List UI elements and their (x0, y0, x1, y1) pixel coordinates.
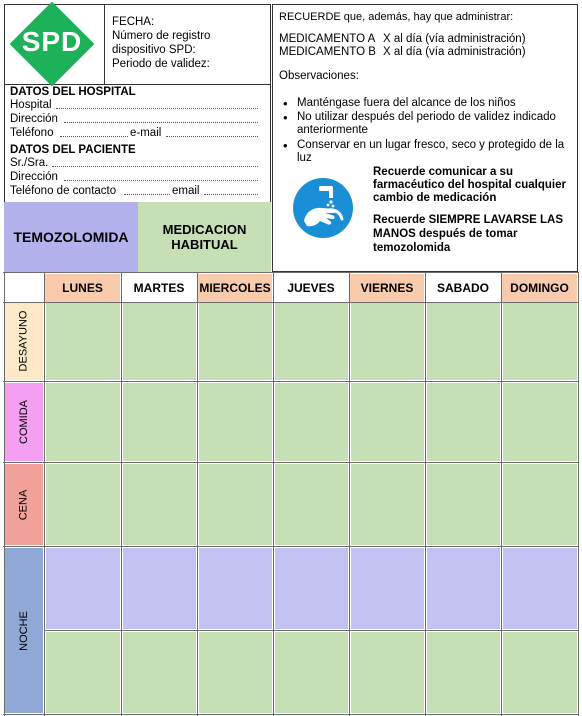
dose-cell-noche-martes-2[interactable] (123, 632, 196, 713)
hand-washing-icon (292, 177, 354, 239)
hospital-telefono-label: Teléfono (10, 127, 54, 139)
dose-cell-cena-viernes[interactable] (351, 464, 424, 545)
hospital-telefono-field[interactable] (60, 136, 128, 137)
bullet-validez-line2: anteriormente (297, 124, 368, 136)
day-header-martes: MARTES (122, 274, 196, 302)
grid-line (121, 272, 122, 716)
paciente-email-field[interactable] (204, 194, 258, 195)
dose-cell-desayuno-jueves[interactable] (275, 302, 348, 380)
time-label-text: CENA (17, 489, 30, 520)
time-label-comida (4, 383, 43, 461)
day-header-sabado: SABADO (426, 274, 500, 302)
paciente-direccion-label: Dirección (10, 171, 58, 183)
paciente-nombre-label: Sr./Sra. (10, 157, 49, 169)
dose-cell-comida-sabado[interactable] (427, 383, 500, 461)
med-b-name: MEDICAMENTO B (279, 46, 376, 58)
notice-comunicar-line3: cambio de medicación (373, 192, 497, 204)
grid-line (4, 272, 5, 716)
day-header-jueves: JUEVES (274, 274, 348, 302)
bullet-conservar-line1: • Conservar en un lugar fresco, seco y protegido de la (297, 139, 564, 152)
dose-cell-comida-lunes[interactable] (46, 383, 120, 461)
dose-cell-comida-miercoles[interactable] (199, 383, 272, 461)
hospital-field[interactable] (56, 108, 258, 109)
registro-label-line1: Número de registro (112, 30, 211, 42)
dose-cell-desayuno-viernes[interactable] (351, 302, 424, 380)
grid-line (44, 630, 579, 631)
dose-cell-noche-sabado-1[interactable] (427, 548, 500, 629)
grid-line (501, 272, 502, 716)
dose-cell-desayuno-domingo[interactable] (503, 302, 577, 380)
time-label-text: NOCHE (17, 610, 30, 651)
dose-cell-cena-sabado[interactable] (427, 464, 500, 545)
dose-cell-comida-jueves[interactable] (275, 383, 348, 461)
dose-cell-cena-miercoles[interactable] (199, 464, 272, 545)
dose-cell-comida-domingo[interactable] (503, 383, 577, 461)
hospital-email-field[interactable] (166, 136, 258, 137)
bullet-conservar-line2: luz (297, 152, 312, 164)
med-a-dose: X al día (vía administración) (383, 33, 526, 45)
dose-cell-noche-domingo-2[interactable] (503, 632, 577, 713)
day-header-viernes: VIERNES (350, 274, 424, 302)
paciente-title: DATOS DEL PACIENTE (10, 144, 136, 156)
paciente-email-label: email (172, 185, 200, 197)
time-label-text: COMIDA (17, 400, 30, 444)
notice-comunicar-line2: farmacéutico del hospital cualquier (373, 179, 566, 191)
hospital-label: Hospital (10, 99, 52, 111)
notice-comunicar-line1: Recuerde comunicar a su (373, 166, 513, 178)
dose-cell-cena-jueves[interactable] (275, 464, 348, 545)
medicacion-habitual-line2: HABITUAL (171, 237, 238, 252)
bullet-validez-line1: • No utilizar después del periodo de validez indicado (297, 111, 556, 124)
day-header-miercoles: MIERCOLES (198, 274, 272, 302)
time-label-noche (4, 548, 43, 713)
dose-cell-cena-martes[interactable] (123, 464, 196, 545)
paciente-telefono-field[interactable] (124, 194, 170, 195)
paciente-nombre-field[interactable] (52, 166, 258, 167)
med-b-dose: X al día (vía administración) (383, 46, 526, 58)
reminder-header: RECUERDE que, además, hay que administrar: (279, 11, 514, 23)
dose-cell-noche-jueves-2[interactable] (275, 632, 348, 713)
fecha-label: FECHA: (112, 16, 155, 28)
spd-logo-text: SPD (21, 26, 83, 57)
grid-line (3, 302, 579, 303)
hospital-email-label: e-mail (130, 127, 162, 139)
temozolomida-box (4, 202, 138, 272)
dose-cell-comida-martes[interactable] (123, 383, 196, 461)
grid-line (3, 462, 579, 463)
notice-lavarse-line3: temozolomida (373, 242, 451, 254)
grid-line (3, 714, 579, 715)
grid-line (197, 272, 198, 716)
hospital-title: DATOS DEL HOSPITAL (10, 86, 136, 98)
grid-line (3, 381, 579, 382)
grid-line (578, 272, 579, 716)
dose-cell-noche-miercoles-1[interactable] (199, 548, 272, 629)
med-a-name: MEDICAMENTO A (279, 33, 376, 45)
hospital-direccion-label: Dirección (10, 113, 58, 125)
dose-cell-cena-lunes[interactable] (46, 464, 120, 545)
grid-line (273, 272, 274, 716)
medicacion-habitual-box (138, 202, 271, 272)
medicacion-habitual-line1: MEDICACION (162, 222, 247, 237)
hospital-direccion-field[interactable] (64, 122, 258, 123)
day-header-lunes: LUNES (45, 274, 120, 302)
grid-line (349, 272, 350, 716)
grid-line (3, 272, 579, 273)
dose-cell-noche-miercoles-2[interactable] (199, 632, 272, 713)
grid-line (3, 546, 579, 547)
paciente-direccion-field[interactable] (64, 180, 258, 181)
bullet-alcance-ninos: • Manténgase fuera del alcance de los niños (297, 97, 516, 110)
grid-line (44, 272, 45, 716)
dose-cell-noche-jueves-1[interactable] (275, 548, 348, 629)
notice-lavarse-line1: Recuerde SIEMPRE LAVARSE LAS (373, 214, 564, 226)
dose-cell-noche-viernes-1[interactable] (351, 548, 424, 629)
registro-label-line2: dispositivo SPD: (112, 44, 196, 56)
dose-cell-comida-viernes[interactable] (351, 383, 424, 461)
validez-label: Periodo de validez: (112, 58, 210, 70)
dose-cell-noche-lunes-1[interactable] (46, 548, 120, 629)
grid-line (425, 272, 426, 716)
temozolomida-label: TEMOZOLOMIDA (13, 229, 129, 245)
time-label-desayuno (4, 302, 43, 380)
notice-lavarse-line2: MANOS después de tomar (373, 228, 518, 240)
dose-cell-noche-viernes-2[interactable] (351, 632, 424, 713)
dose-cell-noche-sabado-2[interactable] (427, 632, 500, 713)
dose-cell-cena-domingo[interactable] (503, 464, 577, 545)
time-label-cena (4, 464, 43, 545)
time-label-text: DESAYUNO (17, 310, 30, 372)
dose-cell-noche-martes-1[interactable] (123, 548, 196, 629)
dose-cell-desayuno-sabado[interactable] (427, 302, 500, 380)
paciente-telefono-label: Teléfono de contacto (10, 185, 117, 197)
observaciones-label: Observaciones: (279, 70, 359, 82)
dose-cell-noche-domingo-1[interactable] (503, 548, 577, 629)
dose-cell-desayuno-lunes[interactable] (46, 302, 120, 380)
day-header-domingo: DOMINGO (502, 274, 577, 302)
dose-cell-desayuno-martes[interactable] (123, 302, 196, 380)
logo-divider (104, 4, 105, 84)
header-divider (4, 84, 271, 85)
dose-cell-desayuno-miercoles[interactable] (199, 302, 272, 380)
dose-cell-noche-lunes-2[interactable] (46, 632, 120, 713)
